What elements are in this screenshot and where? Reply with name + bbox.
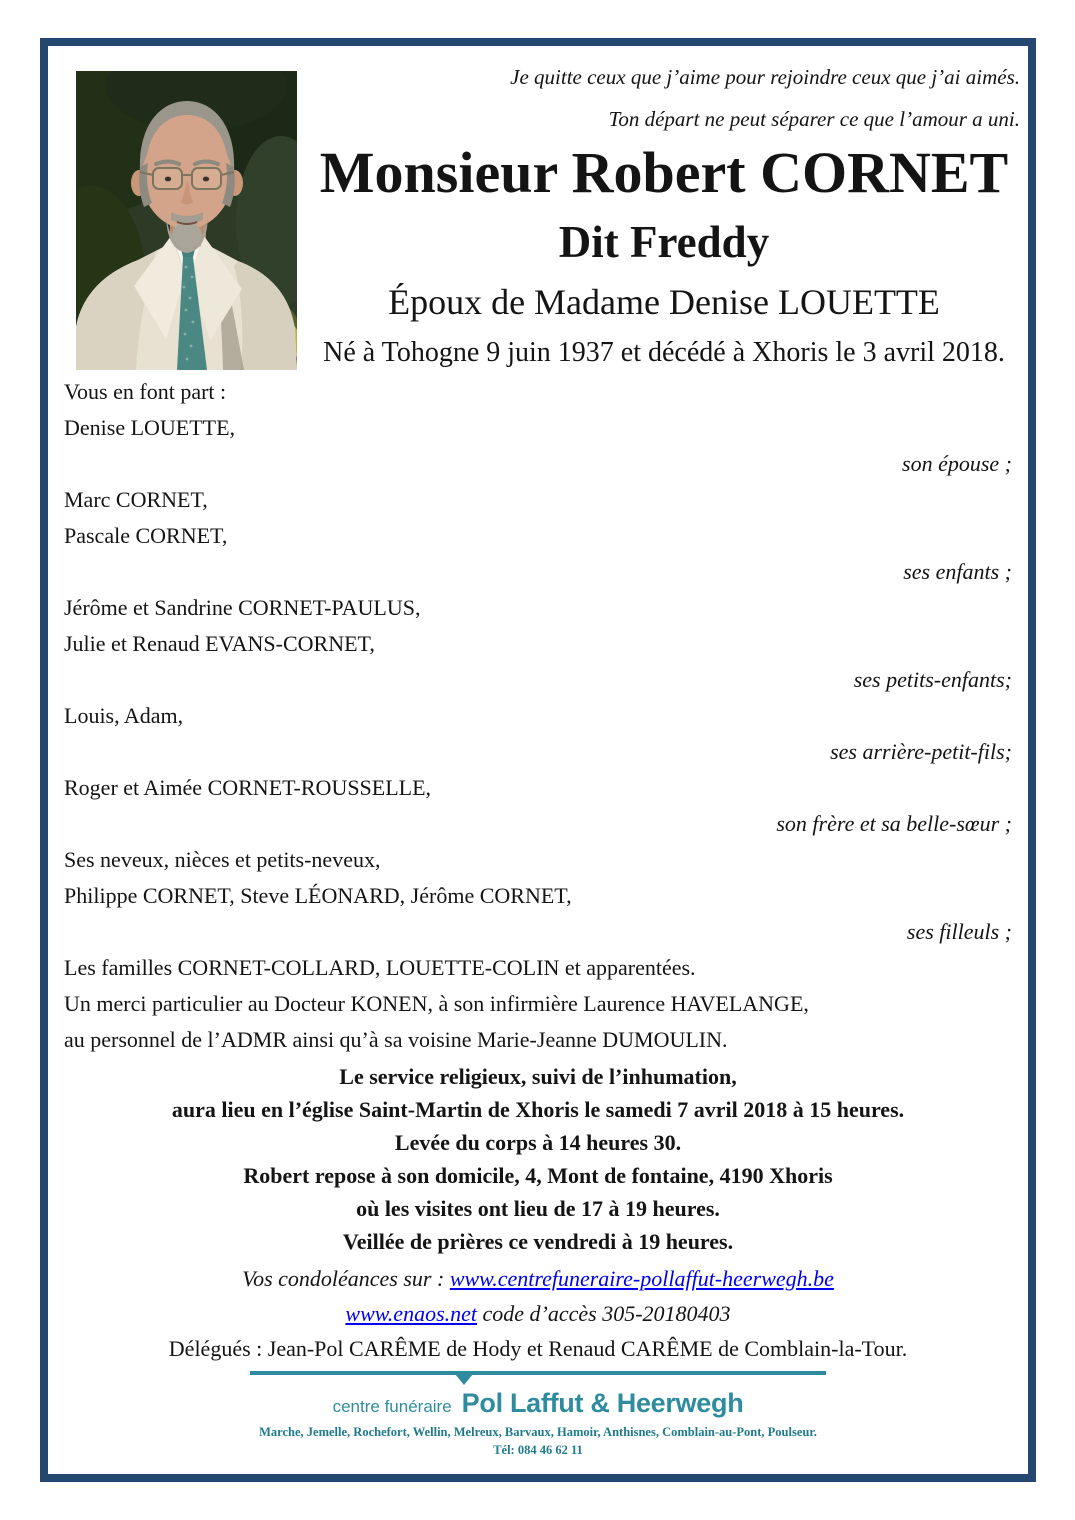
branch-locations: Marche, Jemelle, Rochefort, Wellin, Melreux, Barvaux, Hamoir, Anthisnes, Comblain-au-Pont, Poulseur. <box>259 1425 817 1439</box>
ceremony-section <box>48 1060 1028 1258</box>
ceremony-line: Robert repose à son domicile, 4, Mont de fontaine, 4190 Xhoris <box>243 1163 833 1188</box>
ceremony-line: où les visites ont lieu de 17 à 19 heures. <box>356 1196 720 1221</box>
relation-label: son frère et sa belle-sœur ; <box>776 811 1012 836</box>
deceased-nickname: Dit Freddy <box>558 217 770 267</box>
funeral-home-website-link[interactable]: www.centrefuneraire-pollaffut-heerwegh.be <box>449 1266 834 1291</box>
family-line: Julie et Renaud EVANS-CORNET, <box>64 631 375 656</box>
thanks-line: au personnel de l’ADMR ainsi qu’à sa voisine Marie-Jeanne DUMOULIN. <box>64 1027 728 1052</box>
header-section <box>308 62 1020 371</box>
phone-number: Tél: 084 46 62 11 <box>493 1443 583 1457</box>
family-line: Pascale CORNET, <box>64 523 228 548</box>
relation-label: ses filleuls ; <box>906 919 1012 944</box>
funeral-home-footer <box>48 1371 1028 1458</box>
divider-line <box>250 1371 826 1375</box>
brand-name-wrap <box>462 1388 744 1419</box>
family-section <box>64 374 1012 1058</box>
relation-label: son épouse ; <box>902 451 1012 476</box>
condolences-prefix: Vos condoléances sur : <box>242 1266 450 1291</box>
family-line: Ses neveux, nièces et petits-neveux, <box>64 847 381 872</box>
family-line: Jérôme et Sandrine CORNET-PAULUS, <box>64 595 421 620</box>
family-line: Les familles CORNET-COLLARD, LOUETTE-COLIN et apparentées. <box>64 955 696 980</box>
brand-name: Pol Laffut & Heerwegh <box>461 1388 744 1418</box>
delegates-line: Délégués : Jean-Pol CARÊME de Hody et Renaud CARÊME de Comblain-la-Tour. <box>168 1336 908 1361</box>
ceremony-line: aura lieu en l’église Saint-Martin de Xhoris le samedi 7 avril 2018 à 15 heures. <box>171 1097 905 1122</box>
quote-line-1: Je quitte ceux que j’aime pour rejoindre ceux que j’ai aimés. <box>510 65 1020 89</box>
portrait-photo <box>76 71 297 370</box>
quote-line-2: Ton départ ne peut séparer ce que l’amour a uni. <box>608 107 1020 131</box>
relation-label: ses arrière-petit-fils; <box>830 739 1012 764</box>
family-line: Philippe CORNET, Steve LÉONARD, Jérôme CORNET, <box>64 883 572 908</box>
ceremony-line: Le service religieux, suivi de l’inhumation, <box>339 1064 737 1089</box>
logo-triangle-icon <box>455 1374 473 1385</box>
access-code-text: code d’accès 305-20180403 <box>477 1301 731 1326</box>
family-line: Louis, Adam, <box>64 703 184 728</box>
brand-prefix: centre funéraire <box>332 1397 452 1416</box>
enaos-line <box>48 1296 1028 1331</box>
portrait-photo-image <box>76 71 297 370</box>
enaos-website-link[interactable]: www.enaos.net <box>345 1301 478 1326</box>
family-line: Denise LOUETTE, <box>64 415 236 440</box>
spouse-line: Époux de Madame Denise LOUETTE <box>388 282 940 322</box>
family-line: Marc CORNET, <box>64 487 208 512</box>
relation-label: ses enfants ; <box>903 559 1012 584</box>
family-line: Roger et Aimée CORNET-ROUSSELLE, <box>64 775 432 800</box>
deceased-name: Monsieur Robert CORNET <box>319 140 1009 205</box>
ceremony-line: Levée du corps à 14 heures 30. <box>394 1130 682 1155</box>
thanks-line: Un merci particulier au Docteur KONEN, à son infirmière Laurence HAVELANGE, <box>64 991 809 1016</box>
condolences-section <box>48 1261 1028 1366</box>
condolences-line <box>48 1261 1028 1296</box>
ceremony-line: Veillée de prières ce vendredi à 19 heures. <box>342 1229 734 1254</box>
family-intro-line: Vous en font part : <box>64 379 227 404</box>
funeral-home-logo <box>48 1388 1028 1419</box>
life-dates: Né à Tohogne 9 juin 1937 et décédé à Xhoris le 3 avril 2018. <box>323 337 1005 368</box>
relation-label: ses petits-enfants; <box>853 667 1012 692</box>
